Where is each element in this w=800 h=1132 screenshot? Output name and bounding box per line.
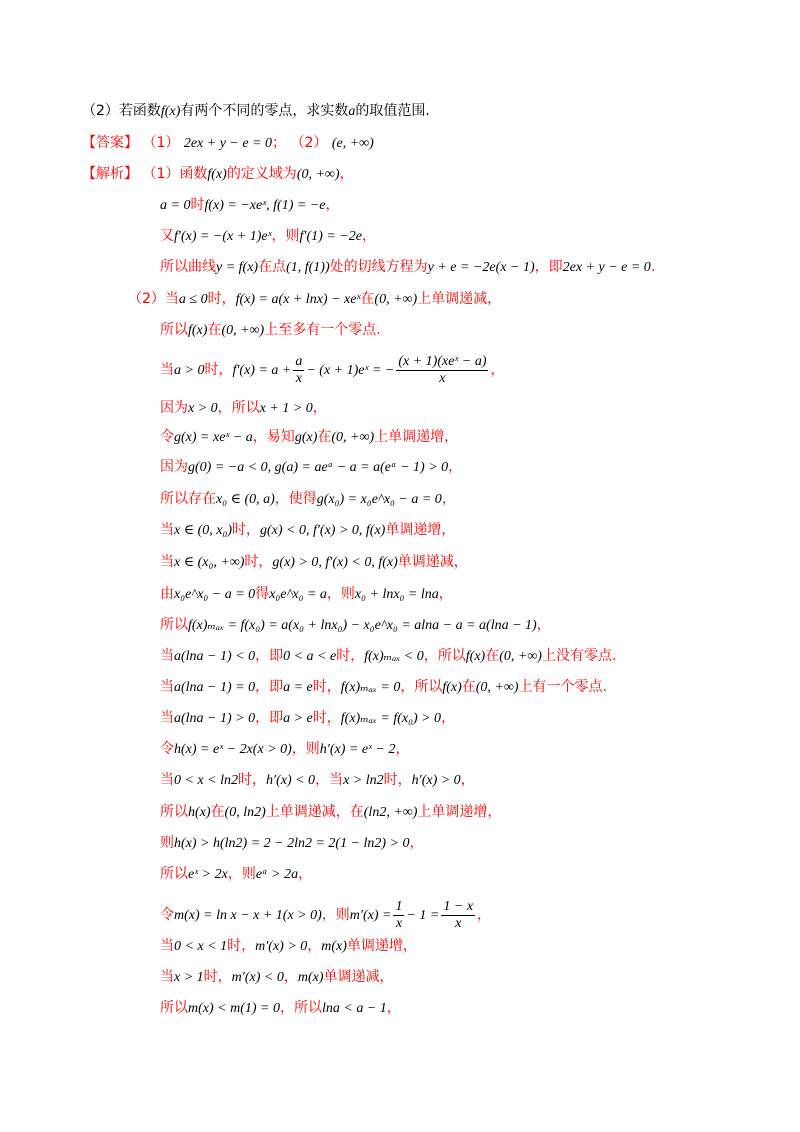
- analysis-line-4: 所以曲线y = f(x)在点(1, f(1))处的切线方程为y + e = −2e(x − 1)，即2ex + y − e = 0.: [160, 259, 656, 275]
- question-part-2: （2）若函数f(x)有两个不同的零点，求实数a的取值范围.: [82, 103, 430, 119]
- part2-line-22: 当x > 1时，m′(x) < 0，m(x)单调递减，: [160, 969, 394, 985]
- fraction-a-over-x: $\frac{a}{x}$: [295, 353, 303, 386]
- part2-line-15: 令h(x) = eˣ − 2x(x > 0)，则h′(x) = eˣ − 2，: [160, 741, 410, 757]
- part2-line-3: 当a > 0时，f′(x) = a + $\frac{a}{x}$ − (x + 1)eˣ = − $\frac{\text{(x + 1)(xeˣ − a)}}{x}$ ，: [160, 353, 505, 386]
- part2-line-10: 由x₀e^x₀ − a = 0得x₀e^x₀ = a，则x₀ + lnx₀ = lna，: [160, 586, 453, 602]
- part2-line-8: 当x ∈ (0, x₀)时，g(x) < 0, f′(x) > 0, f(x)单调递增，: [160, 522, 456, 538]
- part2-line-13: 当a(lna − 1) = 0，即a = e时，f(x)ₘₐₓ = 0，所以f(x)在(0, +∞)上有一个零点.: [160, 679, 607, 695]
- part2-line-23: 所以m(x) < m(1) = 0，所以lna < a − 1，: [160, 1000, 401, 1016]
- fraction-one-minus-x-over-x: $\frac{1 - x}{x}$: [443, 898, 474, 931]
- part2-line-4: 因为x > 0，所以x + 1 > 0，: [160, 400, 327, 416]
- answer-line: 【答案】 （1） 2ex + y − e = 0； （2） (e, +∞): [82, 135, 374, 151]
- fraction-derivative: $\frac{\text{(x + 1)(xeˣ − a)}}{x}$: [398, 353, 487, 386]
- fraction-one-over-x: $\frac{1}{x}$: [395, 898, 403, 931]
- part2-line-17: 所以h(x)在(0, ln2)上单调递减，在(ln2, +∞)上单调递增，: [160, 804, 502, 820]
- part2-line-12: 当a(lna − 1) < 0，即0 < a < e时，f(x)ₘₐₓ < 0，所以f(x)在(0, +∞)上没有零点.: [160, 648, 617, 664]
- part2-line-5: 令g(x) = xeˣ − a，易知g(x)在(0, +∞)上单调递增，: [160, 429, 459, 445]
- part2-line-11: 所以f(x)ₘₐₓ = f(x₀) = a(x₀ + lnx₀) − x₀e^x₀ = alna − a = a(lna − 1)，: [160, 617, 551, 633]
- part2-line-6: 因为g(0) = −a < 0, g(a) = aeᵃ − a = a(eᵃ − 1) > 0，: [160, 459, 463, 475]
- part2-line-20: 令m(x) = ln x − x + 1(x > 0)，则m′(x) = $\frac{1}{x}$ − 1 = $\frac{1 - x}{x}$ ，: [160, 898, 492, 931]
- part2-line-2: 所以f(x)在(0, +∞)上至多有一个零点.: [160, 322, 381, 338]
- part2-line-21: 当0 < x < 1时，m′(x) > 0，m(x)单调递增，: [160, 938, 417, 954]
- part2-line-7: 所以存在x₀ ∈ (0, a)，使得g(x₀) = x₀e^x₀ − a = 0，: [160, 491, 456, 507]
- part2-line-9: 当x ∈ (x₀, +∞)时，g(x) > 0, f′(x) < 0, f(x)单调递减，: [160, 554, 468, 570]
- analysis-line-2: a = 0时f(x) = −xeˣ, f(1) = −e，: [160, 197, 340, 213]
- part2-line-18: 则h(x) > h(ln2) = 2 − 2ln2 = 2(1 − ln2) > 0，: [160, 835, 424, 851]
- analysis-line-3: 又f′(x) = −(x + 1)eˣ，则f′(1) = −2e，: [160, 228, 376, 244]
- part2-line-19: 所以eˣ > 2x，则eᵃ > 2a，: [160, 866, 313, 882]
- part2-line-14: 当a(lna − 1) > 0，即a > e时，f(x)ₘₐₓ = f(x₀) > 0，: [160, 710, 456, 726]
- part2-line-1: （2）当a ≤ 0时，f(x) = a(x + lnx) − xeˣ在(0, +∞)上单调递减，: [128, 291, 502, 307]
- analysis-line-1: 【解析】 （1）函数f(x)的定义域为(0, +∞)，: [82, 166, 354, 182]
- part2-line-16: 当0 < x < ln2时，h′(x) < 0，当x > ln2时，h′(x) > 0，: [160, 772, 475, 788]
